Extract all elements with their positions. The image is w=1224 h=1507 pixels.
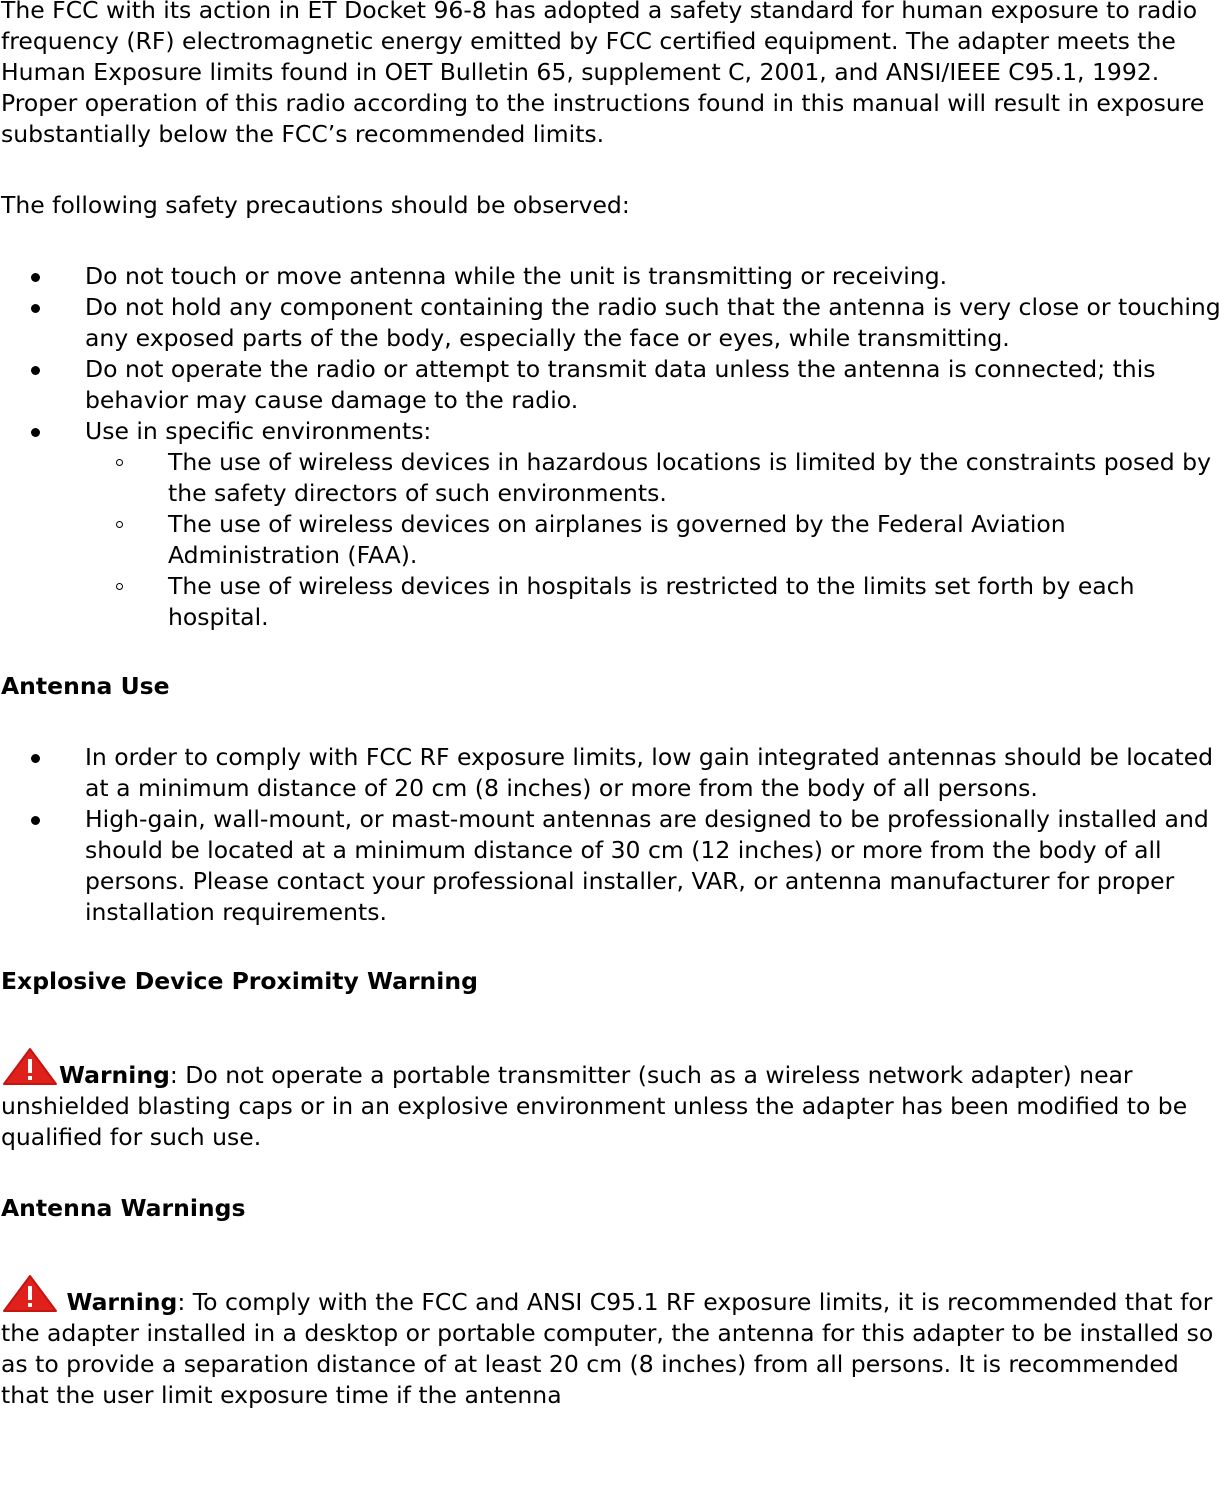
list-item: The use of wireless devices on airplanes is governed by the Federal Aviation Administration (FAA). xyxy=(168,509,1224,571)
list-item: In order to comply with FCC RF exposure limits, low gain integrated antennas should be located at a minimum distance of 20 cm (8 inches) or more from the body of all persons. xyxy=(85,742,1224,804)
warning-text: : Do not operate a portable transmitter (such as a wireless network adapter) near unshielded blasting caps or in an explosive environment unless the adapter has been modified to be qualified for such use. xyxy=(1,1061,1188,1151)
list-item: Do not hold any component containing the radio such that the antenna is very close or touching any exposed parts of the body, especially the face or eyes, while transmitting. xyxy=(85,292,1224,354)
list-item: The use of wireless devices in hospitals is restricted to the limits set forth by each hospital. xyxy=(168,571,1224,633)
environments-list xyxy=(85,447,1224,633)
intro-paragraph: The FCC with its action in ET Docket 96-8 has adopted a safety standard for human exposure to radio frequency (RF) electromagnetic energy emitted by FCC certified equipment. The adapter meets the Human Exposure limits found in OET Bulletin 65, supplement C, 2001, and ANSI/IEEE C95.1, 1992. Proper operation of this radio according to the instructions found in this manual will result in exposure substantially below the FCC’s recommended limits. xyxy=(1,0,1205,148)
precautions-lead: The following safety precautions should be observed: xyxy=(1,191,630,219)
warning-label: Warning xyxy=(59,1061,170,1089)
antenna-warnings-heading: Antenna Warnings xyxy=(1,1194,246,1222)
warning-text: : To comply with the FCC and ANSI C95.1 RF exposure limits, it is recommended that for the adapter installed in a desktop or portable computer, the antenna for this adapter to be installed so as to provide a separation distance of at least 20 cm (8 inches) from all persons. It is recommended that the user limit exposure time if the antenna xyxy=(1,1288,1214,1409)
explosive-warning-heading: Explosive Device Proximity Warning xyxy=(1,967,478,995)
warning-label: Warning xyxy=(66,1288,178,1316)
document-page xyxy=(1,0,1224,1451)
explosive-warning-paragraph xyxy=(1,1046,1224,1153)
list-item xyxy=(85,416,1224,633)
list-item: Do not operate the radio or attempt to transmit data unless the antenna is connected; this behavior may cause damage to the radio. xyxy=(85,354,1224,416)
antenna-use-list xyxy=(1,742,1224,928)
list-item-text: Use in specific environments: xyxy=(85,417,432,445)
list-item: The use of wireless devices in hazardous locations is limited by the constraints posed by the safety directors of such environments. xyxy=(168,447,1224,509)
antenna-warning-paragraph xyxy=(1,1273,1224,1411)
list-item: High-gain, wall-mount, or mast-mount antennas are designed to be professionally installed and should be located at a minimum distance of 30 cm (12 inches) or more from the body of all persons. Please contact your professional installer, VAR, or antenna manufacturer for proper installation requirements. xyxy=(85,804,1224,928)
warning-triangle-icon xyxy=(1,1046,59,1086)
warning-triangle-icon xyxy=(1,1273,59,1313)
antenna-use-heading: Antenna Use xyxy=(1,672,170,700)
precautions-list xyxy=(1,261,1224,633)
list-item: Do not touch or move antenna while the unit is transmitting or receiving. xyxy=(85,261,1224,292)
